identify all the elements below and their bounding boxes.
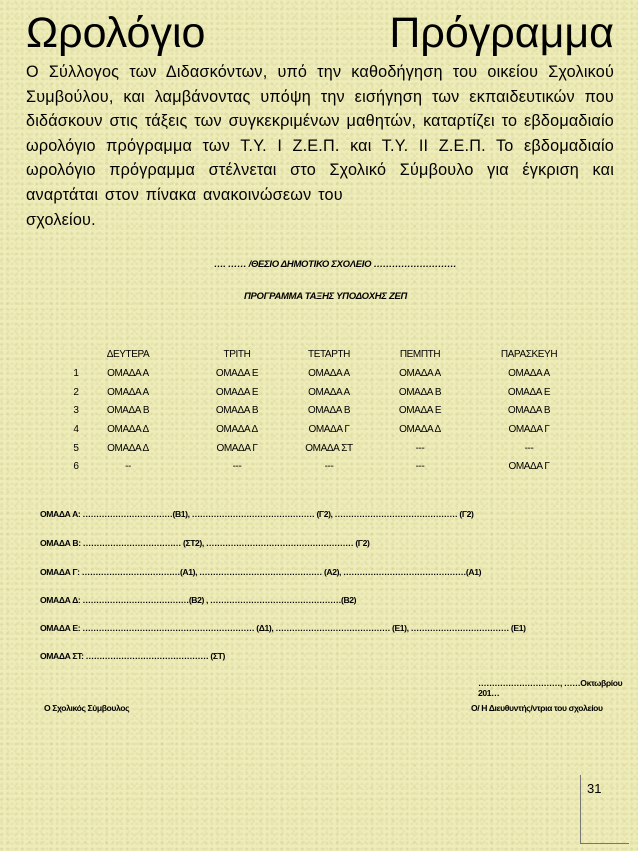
group-line-e: ΟΜΑΔΑ Ε: ……………………………………………………… (Δ1), …………………………………… (Ε1), ……………………………… (Ε1) (40, 623, 526, 633)
day-header: ΠΕΜΠΤΗ (399, 349, 441, 360)
table-cell: ΟΜΑΔΑ Δ (107, 424, 149, 435)
table-cell: ΟΜΑΔΑ Δ (399, 424, 441, 435)
group-line-b: ΟΜΑΔΑ Β: ……………………………… (ΣΤ2), ……………………………………………… (Γ2) (40, 538, 370, 548)
table-cell: ΟΜΑΔΑ Α (308, 368, 350, 379)
page-title (26, 8, 614, 58)
table-cell: ΟΜΑΔΑ Β (507, 405, 551, 416)
page-number-box (580, 775, 629, 844)
period-number: 4 (73, 424, 79, 435)
program-title: ΠΡΟΓΡΑΜΜΑ ΤΑΞΗΣ ΥΠΟΔΟΧΗΣ ΖΕΠ (244, 291, 408, 302)
table-cell: ΟΜΑΔΑ Α (508, 368, 550, 379)
period-number: 5 (73, 443, 79, 454)
table-cell: ΟΜΑΔΑ Γ (216, 443, 258, 454)
table-cell: --- (232, 461, 242, 472)
group-line-d: ΟΜΑΔΑ Δ: …………………………………(Β2) , …………………………………………(Β2) (40, 595, 357, 605)
period-number: 1 (73, 368, 79, 379)
table-cell: ΟΜΑΔΑ Β (307, 405, 351, 416)
table-cell: --- (415, 461, 425, 472)
table-cell: ΟΜΑΔΑ Γ (508, 424, 550, 435)
table-cell: ΟΜΑΔΑ Ε (215, 387, 259, 398)
period-number: 2 (73, 387, 79, 398)
table-cell: ΟΜΑΔΑ Α (107, 368, 149, 379)
table-cell: --- (324, 461, 334, 472)
title-word-1: Ωρολόγιο (26, 9, 206, 57)
table-cell: ΟΜΑΔΑ Β (398, 387, 442, 398)
day-header: ΤΕΤΑΡΤΗ (307, 349, 350, 360)
intro-text: Ο Σύλλογος των Διδασκόντων, υπό την καθοδήγηση του οικείου Σχολικού Συμβούλου, και λαμβάνοντας υπόψη την εισήγηση των εκπαιδευτικών που διδάσκουν στις τάξεις των συγκεκριμένων μαθητών, καταρτίζει το εβδομαδιαίο ωρολόγιο πρόγραμμα των Τ.Υ. Ι Ζ.Ε.Π. και Τ.Υ. ΙΙ Ζ.Ε.Π. Το εβδομαδιαίο ωρολόγιο πρόγραμμα στέλνεται στο Σχολικό Σύμβουλο για έγκριση και αναρτάται στον πίνακα ανακοινώσεων του (26, 63, 614, 204)
table-cell: ΟΜΑΔΑ Ε (507, 387, 551, 398)
table-cell: ΟΜΑΔΑ Δ (107, 443, 149, 454)
period-number: 3 (73, 405, 79, 416)
table-cell: ΟΜΑΔΑ Α (107, 387, 149, 398)
intro-paragraph (26, 60, 614, 232)
table-cell: -- (125, 461, 131, 472)
table-cell: ΟΜΑΔΑ Δ (216, 424, 258, 435)
table-cell: --- (415, 443, 425, 454)
table-cell: --- (524, 443, 534, 454)
table-cell: ΟΜΑΔΑ Β (215, 405, 259, 416)
page-number: 31 (587, 781, 602, 796)
table-cell: ΟΜΑΔΑ Α (399, 368, 441, 379)
signature-advisor: Ο Σχολικός Σύμβουλος (44, 703, 130, 713)
table-cell: ΟΜΑΔΑ Ε (215, 368, 259, 379)
day-header: ΠΑΡΑΣΚΕΥΗ (500, 349, 558, 360)
day-header: ΤΡΙΤΗ (223, 349, 251, 360)
table-cell: ΟΜΑΔΑ Ε (398, 405, 442, 416)
signature-principal: Ο/ Η Διευθυντής/ντρια του σχολείου (471, 703, 603, 713)
intro-text-last: σχολείου. (26, 210, 96, 229)
school-name-line: …. …… /ΘΕΣΙΟ ΔΗΜΟΤΙΚΟ ΣΧΟΛΕΙΟ ……………………… (214, 259, 457, 270)
group-line-a: ΟΜΑΔΑ Α: ……………………………(Β1), ……………………………………… (Γ2), ……………………………………… (Γ2) (40, 509, 474, 519)
group-line-f: ΟΜΑΔΑ ΣΤ: ……………………………………… (ΣΤ) (40, 651, 225, 661)
table-cell: ΟΜΑΔΑ ΣΤ (305, 443, 353, 454)
table-cell: ΟΜΑΔΑ Β (106, 405, 150, 416)
date-line: …………………………, ……Οκτωβρίου 201… (478, 678, 623, 698)
table-cell: ΟΜΑΔΑ Α (308, 387, 350, 398)
table-cell: ΟΜΑΔΑ Γ (508, 461, 550, 472)
title-word-2: Πρόγραμμα (389, 9, 614, 57)
period-number: 6 (73, 461, 79, 472)
group-line-c: ΟΜΑΔΑ Γ: ………………………………(Α1), ……………………………………… (Α2), ………………………………………(Α1) (40, 567, 482, 577)
table-cell: ΟΜΑΔΑ Γ (308, 424, 350, 435)
day-header: ΔΕΥΤΕΡΑ (106, 349, 150, 360)
